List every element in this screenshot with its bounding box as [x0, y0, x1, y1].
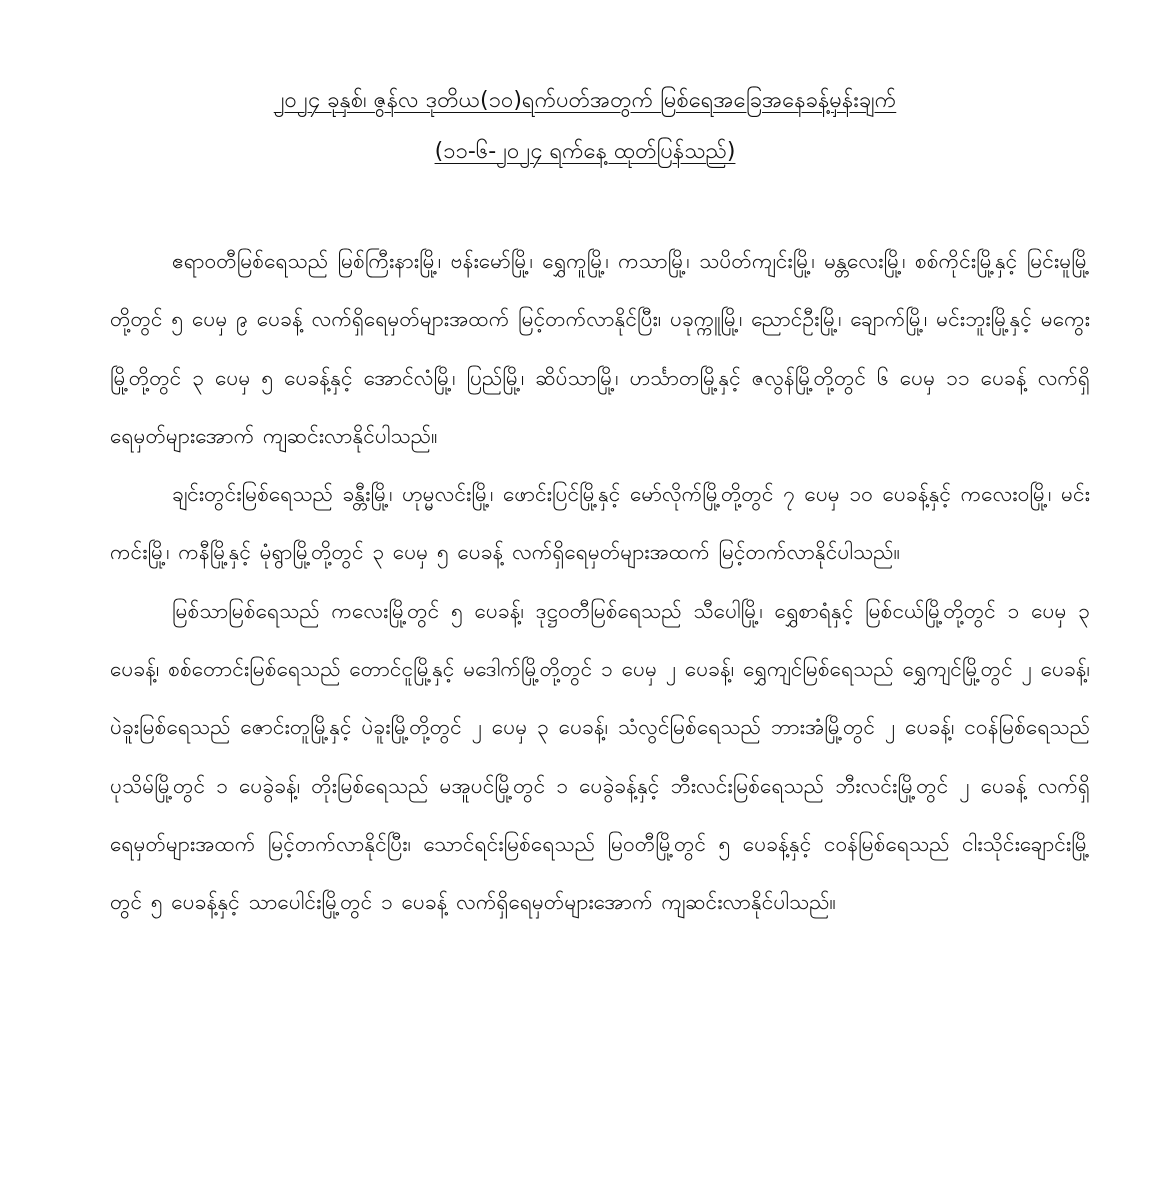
- paragraph-ayeyarwady: ဧရာဝတီမြစ်ရေသည် မြစ်ကြီးနားမြို့၊ ဗန်းမော်မြို့၊ ရွှေကူမြို့၊ ကသာမြို့၊ သပိတ်ကျင်းမြို့၊ မန္တလေးမြို့၊ စစ်ကိုင်းမြို့နှင့် မြင်းမူမြို့တို့တွင် ၅ ပေမှ ၉ ပေခန့် လက်ရှိရေမှတ်များအထက် မြင့်တက်လာနိုင်ပြီး၊ ပခုက္ကူမြို့၊ ညောင်ဦးမြို့၊ ချောက်မြို့၊ မင်းဘူးမြို့နှင့် မကွေးမြို့တို့တွင် ၃ ပေမှ ၅ ပေခန့်နှင့် အောင်လံမြို့၊ ပြည်မြို့၊ ဆိပ်သာမြို့၊ ဟင်္သာတမြို့နှင့် ဇလွန်မြို့တို့တွင် ၆ ပေမှ ၁၁ ပေခန့် လက်ရှိရေမှတ်များအောက် ကျဆင်းလာနိုင်ပါသည်။: [110, 249, 1090, 448]
- paragraph-chindwin: ချင်းတွင်းမြစ်ရေသည် ခန္တီးမြို့၊ ဟုမ္မလင်းမြို့၊ ဖောင်းပြင်မြို့နှင့် မော်လိုက်မြို့တို့တွင် ၇ ပေမှ ၁၀ ပေခန့်နှင့် ကလေးဝမြို့၊ မင်းကင်းမြို့၊ ကနီမြို့နှင့် မုံရွာမြို့တို့တွင် ၃ ပေမှ ၅ ပေခန့် လက်ရှိရေမှတ်များအထက် မြင့်တက်လာနိုင်ပါသည်။: [110, 482, 1090, 565]
- document-title-text: ၂၀၂၄ ခုနှစ်၊ ဇွန်လ ဒုတိယ(၁၀)ရက်ပတ်အတွက် မြစ်ရေအခြေအနေခန့်မှန်းချက်: [273, 88, 897, 113]
- document-subtitle: [0, 137, 1170, 167]
- document-title: [0, 86, 1170, 116]
- paragraph-other-rivers: မြစ်သာမြစ်ရေသည် ကလေးမြို့တွင် ၅ ပေခန့်၊ ဒုဋ္ဌဝတီမြစ်ရေသည် သီပေါမြို့၊ ရွှေစာရံနှင့် မြစ်ငယ်မြို့တို့တွင် ၁ ပေမှ ၃ ပေခန့်၊ စစ်တောင်းမြစ်ရေသည် တောင်ငူမြို့နှင့် မဒေါက်မြို့တို့တွင် ၁ ပေမှ ၂ ပေခန့်၊ ရွှေကျင်မြစ်ရေသည် ရွှေကျင်မြို့တွင် ၂ ပေခန့်၊ ပဲခူးမြစ်ရေသည် ဇောင်းတူမြို့နှင့် ပဲခူးမြို့တို့တွင် ၂ ပေမှ ၃ ပေခန့်၊ သံလွင်မြစ်ရေသည် ဘားအံမြို့တွင် ၂ ပေခန့်၊ ငဝန်မြစ်ရေသည် ပုသိမ်မြို့တွင် ၁ ပေခွဲခန့်၊ တိုးမြစ်ရေသည် မအူပင်မြို့တွင် ၁ ပေခွဲခန့်နှင့် ဘီးလင်းမြစ်ရေသည် ဘီးလင်းမြို့တွင် ၂ ပေခန့် လက်ရှိရေမှတ်များအထက် မြင့်တက်လာနိုင်ပြီး၊ သောင်ရင်းမြစ်ရေသည် မြဝတီမြို့တွင် ၅ ပေခန့်နှင့် ငဝန်မြစ်ရေသည် ငါးသိုင်းချောင်းမြို့တွင် ၅ ပေခန့်နှင့် သာပေါင်းမြို့တွင် ၁ ပေခန့် လက်ရှိရေမှတ်များအောက် ကျဆင်းလာနိုင်ပါသည်။: [110, 598, 1090, 915]
- document-body: [110, 232, 1090, 932]
- document-subtitle-text: (၁၁-၆-၂၀၂၄ ရက်နေ့ ထုတ်ပြန်သည်): [434, 139, 736, 164]
